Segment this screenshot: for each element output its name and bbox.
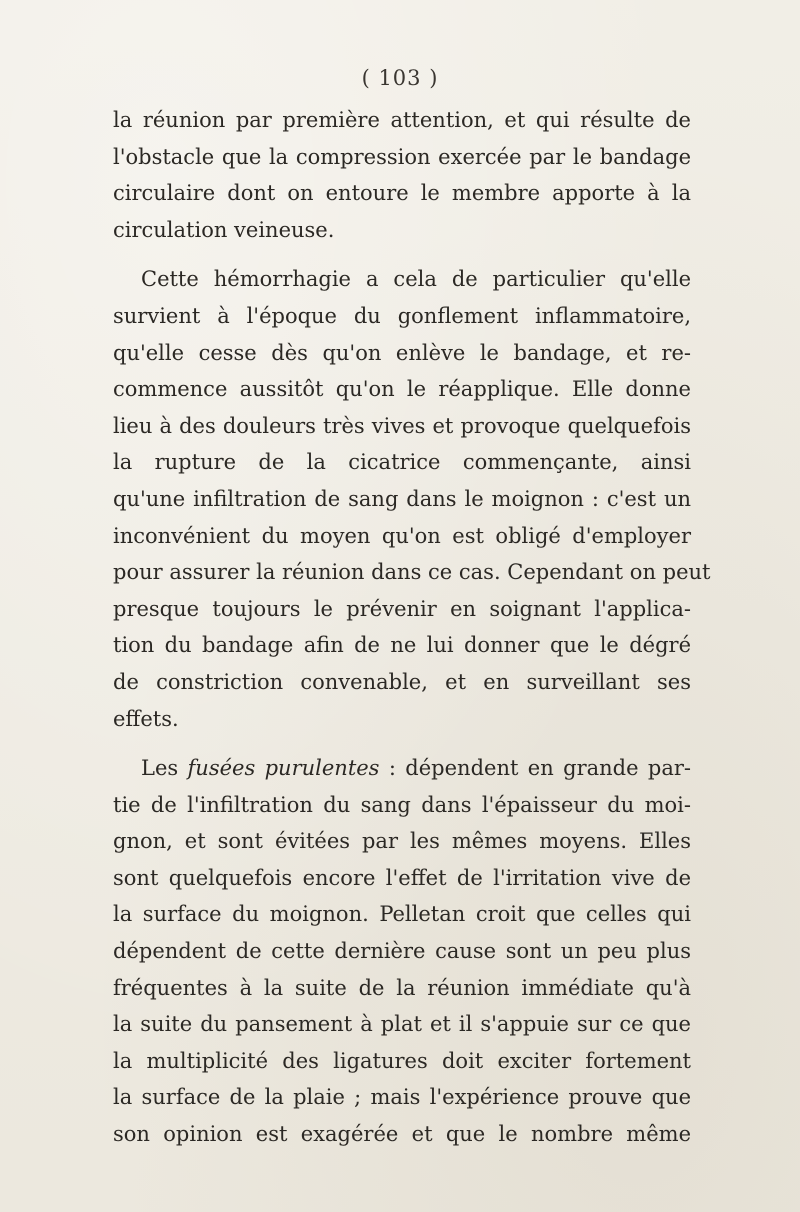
text-line: circulation veineuse. <box>113 217 335 242</box>
paragraph-1 <box>113 102 691 248</box>
text-line: circulaire dont on entoure le membre apporte à la <box>113 181 691 206</box>
body-text <box>113 102 711 1153</box>
text-line: inconvénient du moyen qu'on est obligé d'employer <box>113 523 691 548</box>
text-line: fréquentes à la suite de la réunion immédiate qu'à <box>113 975 691 1000</box>
paragraph-2 <box>113 261 711 737</box>
text-line: la multiplicité des ligatures doit exciter fortement <box>113 1048 691 1073</box>
page-number: ( 103 ) <box>361 66 439 90</box>
text-line: commence aussitôt qu'on le réapplique. Elle donne <box>113 377 691 402</box>
text-line: la surface du moignon. Pelletan croit que celles qui <box>113 902 691 927</box>
text-line: qu'une infiltration de sang dans le moignon : c'est un <box>113 486 691 511</box>
text-line: tion du bandage afin de ne lui donner que le dégré <box>113 633 691 658</box>
text-line: Cette hémorrhagie a cela de particulier qu'elle <box>141 267 691 292</box>
text-line: tie de l'infiltration du sang dans l'épaisseur du moi- <box>113 792 691 817</box>
line-prefix: Les <box>141 756 188 781</box>
text-line: dépendent de cette dernière cause sont un peu plus <box>113 939 691 964</box>
text-line: sont quelquefois encore l'effet de l'irritation vive de <box>113 865 691 890</box>
text-line: la rupture de la cicatrice commençante, ainsi <box>113 450 691 475</box>
paragraph-3 <box>113 750 691 1153</box>
text-line: presque toujours le prévenir en soignant l'applica- <box>113 596 691 621</box>
text-line: son opinion est exagérée et que le nombre même <box>113 1122 691 1147</box>
text-line: effets. <box>113 706 179 731</box>
text-line-with-italic <box>113 750 691 787</box>
text-line: pour assurer la réunion dans ce cas. Cependant on peut <box>113 560 711 585</box>
text-line: lieu à des douleurs très vives et provoque quelquefois <box>113 413 691 438</box>
text-line: gnon, et sont évitées par les mêmes moyens. Elles <box>113 829 691 854</box>
line-rest: : dépendent en grande par- <box>379 756 691 781</box>
text-line: de constriction convenable, et en surveillant ses <box>113 669 691 694</box>
text-line: la surface de la plaie ; mais l'expérience prouve que <box>113 1085 691 1110</box>
text-line: la suite du pansement à plat et il s'appuie sur ce que <box>113 1012 691 1037</box>
text-line: l'obstacle que la compression exercée par le bandage <box>113 144 691 169</box>
text-line: qu'elle cesse dès qu'on enlève le bandage, et re- <box>113 340 691 365</box>
italic-term: fusées purulentes <box>187 756 380 781</box>
text-line: la réunion par première attention, et qui résulte de <box>113 108 691 132</box>
text-line: survient à l'époque du gonflement inflammatoire, <box>113 303 691 328</box>
